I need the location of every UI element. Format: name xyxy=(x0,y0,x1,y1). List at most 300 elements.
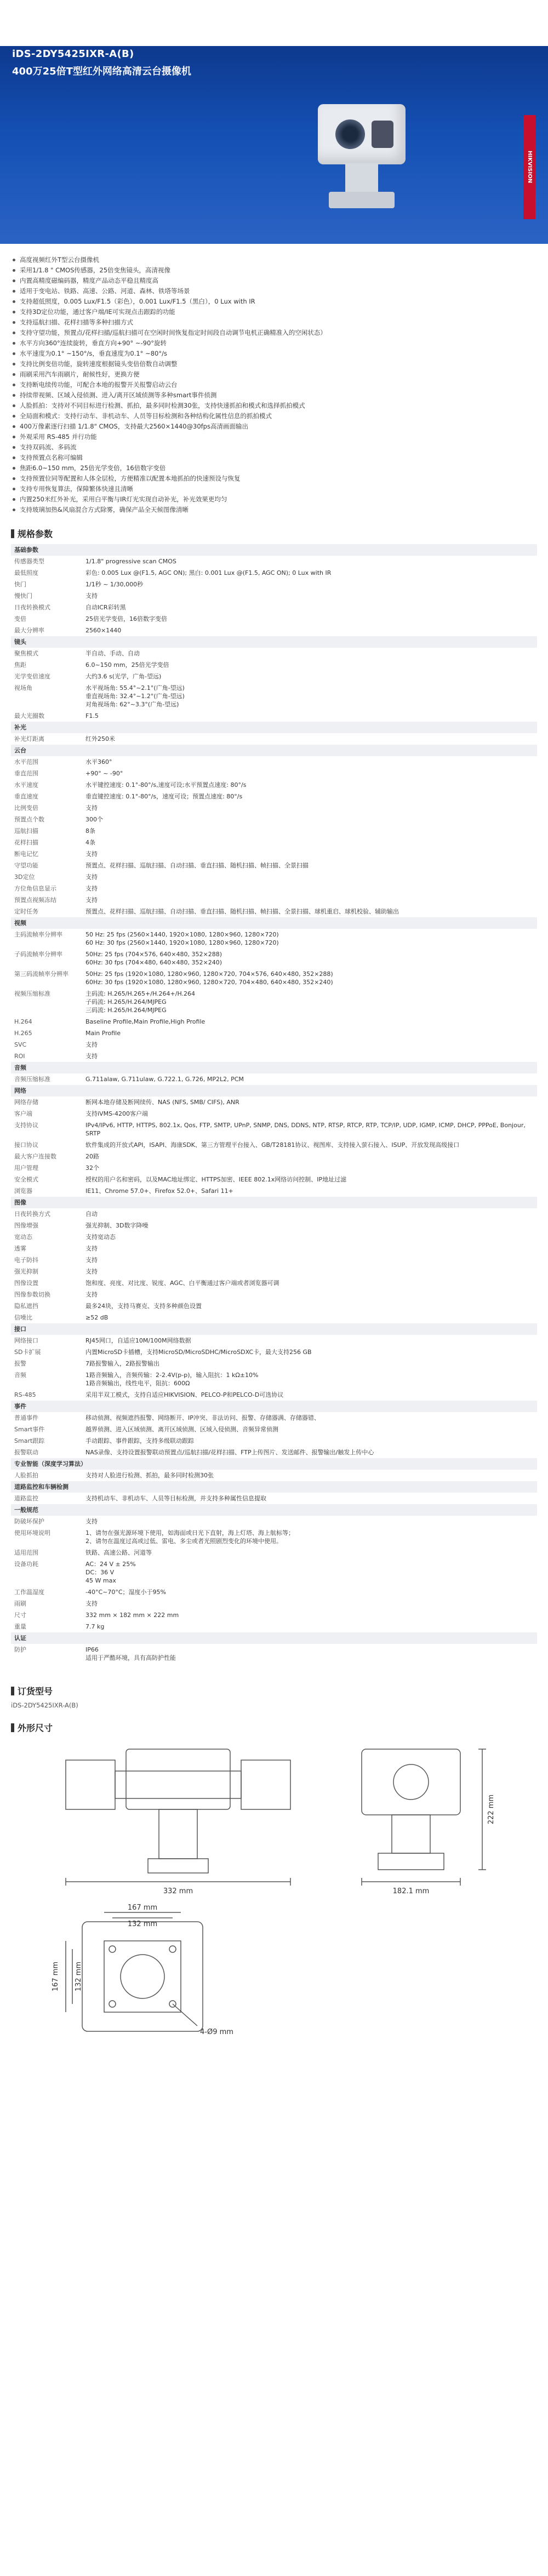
spec-key: 巡航扫描 xyxy=(14,827,38,835)
spec-key: ROI xyxy=(14,1053,25,1060)
spec-row xyxy=(11,1358,537,1369)
spec-value: IP66 适用于严酷环境，具有高防护性能 xyxy=(85,1646,176,1661)
spec-group-label: 图像 xyxy=(11,1197,537,1208)
spec-value: 支持宽动态 xyxy=(85,1233,116,1241)
spec-key: 垂直速度 xyxy=(14,793,38,800)
spec-group-row xyxy=(11,1085,537,1096)
left-132-label: 132 mm xyxy=(75,1961,83,1992)
spec-row xyxy=(11,1208,537,1220)
spec-row xyxy=(11,1266,537,1277)
spec-value: 1/1.8" progressive scan CMOS xyxy=(85,558,176,565)
spec-row xyxy=(11,659,537,671)
spec-value: RJ45网口，自适应10M/100M网络数据 xyxy=(85,1337,191,1344)
spec-row xyxy=(11,1389,537,1401)
spec-row xyxy=(11,1435,537,1447)
spec-row xyxy=(11,710,537,722)
spec-value: 支持 xyxy=(85,1268,98,1275)
feature-item: 外观采用 RS-485 并行功能 xyxy=(11,432,537,442)
feature-item: 水平速度为0.1° ~150°/s，垂直速度为0.1° ~80°/s xyxy=(11,349,537,359)
spec-value: 预置点、花样扫描、巡航扫描、自动扫描、垂直扫描、随机扫描、帧扫描、全景扫描 xyxy=(85,862,309,869)
spec-row xyxy=(11,802,537,814)
feature-item: 内置250米红外补光，采用白平衡与IR灯光实现自动补光，补光效果更均匀 xyxy=(11,494,537,505)
spec-value: 支持 xyxy=(85,885,98,892)
spec-value: Baseline Profile,Main Profile,High Profile xyxy=(85,1018,206,1025)
spec-key: 子码流帧率分辨率 xyxy=(14,951,62,958)
spec-key: 最低照度 xyxy=(14,569,38,576)
feature-item: 内置高精度磁编码器，精度产品动态平稳且精度高 xyxy=(11,276,537,286)
spec-value: 自动 xyxy=(85,1210,98,1218)
spec-group-row xyxy=(11,1197,537,1208)
spec-key: 网络接口 xyxy=(14,1337,38,1344)
spec-row xyxy=(11,1335,537,1346)
spec-row xyxy=(11,602,537,613)
spec-value: G.711alaw, G.711ulaw, G.722.1, G.726, MP2L2, PCM xyxy=(85,1076,244,1083)
spec-row xyxy=(11,1586,537,1598)
spec-key: 花样扫描 xyxy=(14,839,38,846)
spec-value: 50Hz: 25 fps (1920×1080, 1280×960, 1280×720, 704×576, 640×480, 352×288) 60Hz: 30 fps (1920×1080, 1280×960, 1280×720, 704×480, 640×480, 352×240) xyxy=(85,970,333,986)
spec-row xyxy=(11,1220,537,1231)
feature-item: 支持玻璃加热&风扇混合方式除雾，确保产品全天候图像清晰 xyxy=(11,505,537,515)
spec-row xyxy=(11,1050,537,1062)
spec-value: 水平键控速度: 0.1°-80°/s,速度可设;水平预置点速度: 80°/s xyxy=(85,781,247,789)
spec-row xyxy=(11,779,537,791)
spec-group-label: 基础参数 xyxy=(11,544,537,556)
spec-value: 支持 xyxy=(85,850,98,858)
spec-row xyxy=(11,1073,537,1085)
spec-group-row xyxy=(11,1062,537,1073)
spec-row xyxy=(11,1151,537,1162)
product-title: 400万25倍T型红外网络高清云台摄像机 xyxy=(12,66,191,77)
spec-value: IE11、Chrome 57.0+、Firefox 52.0+、Safari 11+ xyxy=(85,1187,233,1195)
spec-row xyxy=(11,1621,537,1632)
spec-row xyxy=(11,1039,537,1050)
spec-key: 水平范围 xyxy=(14,758,38,766)
spec-key: 视频压缩标准 xyxy=(14,990,50,997)
spec-row xyxy=(11,1289,537,1300)
spec-row xyxy=(11,1493,537,1504)
spec-key: 隐私遮挡 xyxy=(14,1303,38,1310)
spec-row xyxy=(11,1277,537,1289)
spec-value: 支持对人脸进行检测、抓拍，最多同时检测30张 xyxy=(85,1472,214,1479)
spec-row xyxy=(11,894,537,906)
feature-item: 高度视频红外T型云台摄像机 xyxy=(11,255,537,265)
spec-value: 20路 xyxy=(85,1153,99,1160)
spec-key: 视场角 xyxy=(14,684,32,692)
spec-group-label: 认证 xyxy=(11,1632,537,1644)
spec-key: 浏览器 xyxy=(14,1187,32,1195)
spec-group-row xyxy=(11,636,537,648)
order-model: iDS-2DY5425IXR-A(B) xyxy=(11,1701,78,1709)
spec-key: H.265 xyxy=(14,1030,32,1037)
spec-key: 用户管理 xyxy=(14,1164,38,1172)
spec-group-label: 镜头 xyxy=(11,636,537,648)
hole-label: 4-Ø9 mm xyxy=(200,2028,233,2036)
left-167-label: 167 mm xyxy=(52,1961,60,1992)
feature-item: 水平方向360°连续旋转，垂直方向+90° ~-90°旋转 xyxy=(11,338,537,349)
feature-item: 全局面和模式：支持行动车、非机动车、人员等目标检测和各种结构化属性信息的抓拍模式 xyxy=(11,411,537,421)
spec-key: 预置点视频冻结 xyxy=(14,896,56,904)
feature-item: 支持预置位同等配置和人体全层检，方便精准以配置本地抓拍的快速预设与恢复 xyxy=(11,473,537,484)
spec-group-label: 云台 xyxy=(11,745,537,756)
dims-heading xyxy=(11,1721,548,1734)
spec-value: 支持 xyxy=(85,873,98,881)
spec-key: 雨刷 xyxy=(14,1600,26,1607)
order-title: 订货型号 xyxy=(18,1686,53,1697)
feature-item: 支持专用恢复算法，保障繁体快速且清晰 xyxy=(11,484,537,494)
spec-group-label: 补光 xyxy=(11,722,537,733)
spec-value: 7.7 kg xyxy=(85,1623,105,1630)
spec-key: 守望功能 xyxy=(14,862,38,869)
spec-key: 强光抑制 xyxy=(14,1268,38,1275)
spec-key: 客户端 xyxy=(14,1110,32,1117)
spec-value: 支持 xyxy=(85,1041,98,1048)
feature-item: 焦距6.0~150 mm，25倍光学变倍，16倍数字变倍 xyxy=(11,463,537,473)
spec-value: 支持机动车、非机动车、人员等目标检测，并支持多种属性信息提取 xyxy=(85,1495,266,1502)
spec-value: 软件集成的开放式API，ISAPI、海康SDK、第三方管理平台接入、GB/T28181协议、视图库、支持接入萤石接入、ISUP、开放发现高级接口 xyxy=(85,1141,460,1149)
spec-group-row xyxy=(11,722,537,733)
spec-value: 断网本地存储及断网续传、NAS (NFS, SMB/ CIFS), ANR xyxy=(85,1099,239,1106)
spec-value: 内置MicroSD卡插槽，支持MicroSD/MicroSDHC/MicroSDXC卡，最大支持256 GB xyxy=(85,1349,312,1356)
spec-key: 图像设置 xyxy=(14,1280,38,1287)
spec-group-label: 道路监控和车辆检测 xyxy=(11,1481,537,1493)
spec-row xyxy=(11,1108,537,1119)
spec-key: 方位角信息显示 xyxy=(14,885,56,892)
lens-icon xyxy=(335,119,365,149)
spec-row xyxy=(11,1547,537,1558)
spec-value: 1/1秒 ~ 1/30,000秒 xyxy=(85,581,144,588)
hero-banner xyxy=(0,0,548,244)
feature-item: 支持3D定位功能，通过客户端/IE可实现点击跟踪的功能 xyxy=(11,307,537,317)
spec-key: Smart事件 xyxy=(14,1426,45,1433)
dimension-drawings xyxy=(0,1738,548,2037)
spec-value: 自动ICR彩转黑 xyxy=(85,604,126,611)
spec-row xyxy=(11,825,537,837)
spec-row xyxy=(11,837,537,848)
spec-key: 比例变倍 xyxy=(14,804,38,812)
spec-value: 支持 xyxy=(85,1600,98,1607)
spec-key: 聚焦模式 xyxy=(14,650,38,657)
spec-value: 6.0~150 mm，25倍光学变倍 xyxy=(85,661,169,669)
spec-key: 道路监控 xyxy=(14,1495,38,1502)
section-marker-icon xyxy=(11,1687,14,1695)
spec-key: 传感器类型 xyxy=(14,558,44,565)
spec-key: H.264 xyxy=(14,1018,32,1025)
spec-key: 重量 xyxy=(14,1623,26,1630)
spec-row xyxy=(11,556,537,567)
spec-key: 最大分辨率 xyxy=(14,627,44,634)
side-height-label: 222 mm xyxy=(487,1794,495,1825)
spec-key: 尺寸 xyxy=(14,1612,26,1619)
spec-key: 断电记忆 xyxy=(14,850,38,858)
spec-value: 越界侦测、进入区域侦测、离开区域侦测、区域入侵侦测、音频异常侦测 xyxy=(85,1426,278,1433)
spec-value: 饱和度、亮度、对比度、锐度、AGC、白平衡通过客户端或者浏览器可调 xyxy=(85,1280,279,1287)
spec-key: RS-485 xyxy=(14,1391,36,1398)
spec-key: 光学变倍速度 xyxy=(14,673,50,680)
front-width-label: 332 mm xyxy=(163,1887,193,1895)
spec-row xyxy=(11,625,537,636)
spec-value: 最多24块，支持马赛克、支持多种颜色设置 xyxy=(85,1303,202,1310)
spec-row xyxy=(11,682,537,710)
spec-key: 电子防抖 xyxy=(14,1256,38,1264)
spec-row xyxy=(11,988,537,1016)
banner-top-strip xyxy=(0,0,548,46)
spec-row xyxy=(11,733,537,745)
spec-value: 水平视场角: 55.4°~2.1°(广角-望远) 垂直视场角: 32.4°~1.2°(广角-望远) 对角视场角: 62°~3.3°(广角-望远) xyxy=(85,684,185,708)
feature-item: 支持预置点名称可编辑 xyxy=(11,453,537,463)
spec-row xyxy=(11,1312,537,1323)
spec-row xyxy=(11,579,537,590)
feature-item: 采用1/1.8 " CMOS传感器，25倍变焦镜头，高清视像 xyxy=(11,265,537,276)
spec-row xyxy=(11,1346,537,1358)
spec-value: 水平360° xyxy=(85,758,112,766)
spec-row xyxy=(11,1369,537,1389)
spec-group-row xyxy=(11,1481,537,1493)
spec-value: +90° ~ -90° xyxy=(85,770,123,777)
spec-key: 报警 xyxy=(14,1360,26,1367)
spec-value: 手动跟踪、事件跟踪，支持多级联动跟踪 xyxy=(85,1437,194,1444)
spec-row xyxy=(11,1598,537,1609)
dimension-svg xyxy=(0,1738,548,2037)
spec-row xyxy=(11,860,537,871)
spec-row xyxy=(11,1185,537,1197)
spec-group-label: 事件 xyxy=(11,1401,537,1412)
spec-row xyxy=(11,1412,537,1424)
feature-item: 适用于变电站、铁路、高速、公路、河道、森林、铁塔等场景 xyxy=(11,286,537,296)
spec-value: 主码流: H.265/H.265+/H.264+/H.264 子码流: H.265/H.264/MJPEG 三码流: H.265/H.264/MJPEG xyxy=(85,990,196,1014)
ir-light-icon xyxy=(372,121,393,148)
spec-value: 采用半双工模式，支持自适应HIKVISION、PELCO-P和PELCO-D可选协议 xyxy=(85,1391,284,1398)
spec-key: 图像增强 xyxy=(14,1222,38,1229)
spec-row xyxy=(11,1558,537,1586)
spec-row xyxy=(11,768,537,779)
spec-key: 最大光圈数 xyxy=(14,712,44,719)
spec-value: 32个 xyxy=(85,1164,99,1172)
spec-row xyxy=(11,1516,537,1527)
spec-value: 支持 xyxy=(85,1291,98,1298)
spec-key: Smart跟踪 xyxy=(14,1437,45,1444)
spec-group-label: 接口 xyxy=(11,1323,537,1335)
spec-row xyxy=(11,1254,537,1266)
spec-group-label: 网络 xyxy=(11,1085,537,1096)
spec-value: 4条 xyxy=(85,839,95,846)
spec-title: 规格参数 xyxy=(18,529,53,539)
spec-value: F1.5 xyxy=(85,712,99,719)
spec-value: IPv4/IPv6, HTTP, HTTPS, 802.1x, Qos, FTP, SMTP, UPnP, SNMP, DNS, DDNS, NTP, RTSP, RTCP, RTP, TCP/IP, UDP, IGMP, ICMP, DHCP, PPPoE, Bonjour, SRTP xyxy=(85,1122,526,1137)
spec-key: 补光灯距离 xyxy=(14,735,44,742)
spec-key: 音频 xyxy=(14,1372,26,1379)
spec-value: 300个 xyxy=(85,816,103,823)
spec-value: 支持 xyxy=(85,1518,98,1525)
feature-item: 支持双码流、多码流 xyxy=(11,442,537,453)
spec-row xyxy=(11,567,537,579)
spec-key: 音频压缩标准 xyxy=(14,1076,50,1083)
spec-heading xyxy=(11,527,548,540)
spec-value: AC：24 V ± 25% DC：36 V 45 W max xyxy=(85,1561,136,1584)
spec-row xyxy=(11,929,537,949)
spec-key: 宽动态 xyxy=(14,1233,32,1241)
feature-item: 持续带视频、区域入侵侦测、进入/离开区域侦测等多种smart事件侦测 xyxy=(11,390,537,401)
spec-value: 8条 xyxy=(85,827,95,835)
top-132-label: 132 mm xyxy=(127,1920,158,1928)
feature-item: 支持断电续传功能，可配合本地的报警开关报警启动云台 xyxy=(11,380,537,390)
spec-group-label: 专业智能（深度学习算法） xyxy=(11,1458,537,1470)
bottom-view xyxy=(66,1912,203,2031)
spec-row xyxy=(11,1470,537,1481)
spec-row xyxy=(11,1162,537,1174)
spec-key: 报警联动 xyxy=(14,1449,38,1456)
spec-value: 预置点、花样扫描、巡航扫描、自动扫描、垂直扫描、随机扫描、帧扫描、全景扫描、球机重启、球机校验、辅助输出 xyxy=(85,908,399,915)
spec-key: 接口协议 xyxy=(14,1141,38,1149)
spec-row xyxy=(11,1096,537,1108)
side-depth-label: 182.1 mm xyxy=(392,1887,430,1895)
spec-value: 2560×1440 xyxy=(85,627,122,634)
spec-row xyxy=(11,1231,537,1243)
spec-key: 定时任务 xyxy=(14,908,38,915)
spec-value: 25倍光学变倍，16倍数字变倍 xyxy=(85,615,167,622)
top-167-label: 167 mm xyxy=(127,1904,158,1912)
spec-value: 红外250米 xyxy=(85,735,115,742)
spec-value: 1路音频输入，音频传输：2-2.4V(p-p)，输入阻抗：1 kΩ±10% 1路音频输出，线性电平，阻抗：600Ω xyxy=(85,1372,259,1387)
spec-group-row xyxy=(11,917,537,929)
spec-row xyxy=(11,648,537,659)
spec-key: 适用范围 xyxy=(14,1549,38,1556)
spec-row xyxy=(11,671,537,682)
spec-group-row xyxy=(11,1632,537,1644)
spec-row xyxy=(11,968,537,988)
feature-list xyxy=(0,244,548,521)
spec-key: 安全模式 xyxy=(14,1176,38,1183)
spec-value: 支持 xyxy=(85,1256,98,1264)
spec-value: 支持 xyxy=(85,1053,98,1060)
spec-value: 授权的用户名和密码，以及MAC地址绑定、HTTPS加密、IEEE 802.1x网络访问控制、IP地址过滤 xyxy=(85,1176,347,1183)
spec-value: 332 mm × 182 mm × 222 mm xyxy=(85,1612,179,1619)
spec-group-row xyxy=(11,1401,537,1412)
spec-key: 透雾 xyxy=(14,1245,26,1252)
spec-key: 日夜转换模式 xyxy=(14,604,50,611)
spec-key: 预置点个数 xyxy=(14,816,44,823)
feature-item: 人脸抓拍：支持对不同目标进行检测、抓拍，最多同时检测30张，支持快速抓拍和模式和选择抓拍模式 xyxy=(11,401,537,411)
spec-value: 支持 xyxy=(85,1245,98,1252)
spec-key: 水平速度 xyxy=(14,781,38,789)
spec-row xyxy=(11,1139,537,1151)
spec-key: 3D定位 xyxy=(14,873,35,881)
spec-row xyxy=(11,613,537,625)
spec-value: 彩色: 0.005 Lux @(F1.5, AGC ON); 黑白: 0.001 Lux @(F1.5, AGC ON); 0 Lux with IR xyxy=(85,569,332,576)
spec-row xyxy=(11,756,537,768)
dims-title: 外形尺寸 xyxy=(18,1723,53,1733)
spec-group-row xyxy=(11,1458,537,1470)
section-marker-icon xyxy=(11,1723,14,1732)
spec-value: -40°C~70°C；湿度小于95% xyxy=(85,1589,166,1596)
spec-key: 图像参数切换 xyxy=(14,1291,50,1298)
spec-row xyxy=(11,1447,537,1458)
spec-value: 铁路、高速公路、河道等 xyxy=(85,1549,152,1556)
spec-key: SD卡扩展 xyxy=(14,1349,41,1356)
spec-key: 焦距 xyxy=(14,661,26,669)
section-marker-icon xyxy=(11,529,14,538)
spec-table xyxy=(11,544,537,1664)
spec-row xyxy=(11,848,537,860)
spec-value: 50Hz: 25 fps (704×576, 640×480, 352×288) 60Hz: 30 fps (704×480, 640×480, 352×240) xyxy=(85,951,222,966)
spec-group-label: 视频 xyxy=(11,917,537,929)
spec-key: 快门 xyxy=(14,581,26,588)
spec-row xyxy=(11,1174,537,1185)
spec-value: 支持 xyxy=(85,592,98,599)
brand-logo: HIKVISION xyxy=(523,115,535,219)
spec-value: 支持iVMS-4200客户端 xyxy=(85,1110,149,1117)
spec-row xyxy=(11,949,537,968)
spec-key: 防破坏保护 xyxy=(14,1518,44,1525)
spec-value: 移动侦测、视频遮挡报警、网络断开、IP冲突、非法访问、报警、存储器满、存储器错、 xyxy=(85,1414,320,1421)
spec-value: NAS录像、支持设置报警联动预置点/巡航扫描/花样扫描、FTP上传图片、发送邮件、报警输出/触发上传中心 xyxy=(85,1449,374,1456)
spec-value: 50 Hz: 25 fps (2560×1440, 1920×1080, 1280×960, 1280×720) 60 Hz: 30 fps (2560×1440, 1920×1080, 1280×960, 1280×720) xyxy=(85,931,279,946)
spec-value: 半自动、手动、自动 xyxy=(85,650,140,657)
spec-row xyxy=(11,1644,537,1664)
spec-key: 最大客户连接数 xyxy=(14,1153,56,1160)
spec-row xyxy=(11,1527,537,1547)
front-view xyxy=(66,1749,290,1886)
spec-key: 设备功耗 xyxy=(14,1561,38,1568)
spec-row xyxy=(11,1016,537,1027)
spec-value: ≥52 dB xyxy=(85,1314,109,1321)
spec-row xyxy=(11,814,537,825)
spec-row xyxy=(11,871,537,883)
spec-group-label: 一般规范 xyxy=(11,1504,537,1516)
order-heading xyxy=(11,1684,548,1697)
feature-item: 支持比例变倍功能，旋转速度根据镜头变倍倍数自动调整 xyxy=(11,359,537,369)
spec-key: 支持协议 xyxy=(14,1122,38,1129)
feature-item: 400万像素逐行扫描 1/1.8" CMOS，支持最大2560×1440@30fps高清画面输出 xyxy=(11,421,537,432)
feature-item: 支持超低照度，0.005 Lux/F1.5（彩色），0.001 Lux/F1.5（黑白），0 Lux with IR xyxy=(11,296,537,307)
feature-item: 支持巡航扫描、花样扫描等多种扫描方式 xyxy=(11,317,537,328)
spec-key: 日夜转换方式 xyxy=(14,1210,50,1218)
spec-row xyxy=(11,1027,537,1039)
spec-key: 垂直范围 xyxy=(14,770,38,777)
spec-row xyxy=(11,1300,537,1312)
spec-key: 主码流帧率分辨率 xyxy=(14,931,62,938)
spec-key: 防护 xyxy=(14,1646,26,1653)
spec-key: 慢快门 xyxy=(14,592,32,599)
spec-key: 人脸抓拍 xyxy=(14,1472,38,1479)
spec-key: SVC xyxy=(14,1041,27,1048)
spec-row xyxy=(11,906,537,917)
spec-value: 大约3.6 s(光学，广角-望远) xyxy=(85,673,162,680)
feature-item: 支持守望功能，预置点/花样扫描/巡航扫描可在空闲时间恢复指定时间段自动调节电机正确精准入的空闲状态） xyxy=(11,328,537,338)
spec-row xyxy=(11,1609,537,1621)
spec-value: 支持 xyxy=(85,896,98,904)
spec-value: 7路报警输入，2路报警输出 xyxy=(85,1360,159,1367)
spec-key: 使用环境说明 xyxy=(14,1529,50,1537)
spec-row xyxy=(11,791,537,802)
spec-row xyxy=(11,590,537,602)
spec-row xyxy=(11,1119,537,1139)
spec-value: 强光抑制、3D数字降噪 xyxy=(85,1222,149,1229)
side-view xyxy=(362,1749,486,1886)
spec-group-row xyxy=(11,544,537,556)
spec-key: 工作温湿度 xyxy=(14,1589,44,1596)
spec-group-row xyxy=(11,745,537,756)
spec-value: Main Profile xyxy=(85,1030,121,1037)
spec-key: 变倍 xyxy=(14,615,26,622)
spec-group-row xyxy=(11,1504,537,1516)
spec-key: 信噪比 xyxy=(14,1314,32,1321)
spec-value: 支持 xyxy=(85,804,98,812)
spec-row xyxy=(11,883,537,894)
spec-key: 普通事件 xyxy=(14,1414,38,1421)
feature-item: 雨刷采用汽车雨刷片，耐候性好，更换方便 xyxy=(11,369,537,380)
spec-value: 1、请勿在强光源环境下使用，如海面或日光下直射，海上灯塔、海上航标等； 2、请勿在温度过高或过低、雷电、多尘或者光照剧烈变化的环境中使用。 xyxy=(85,1529,294,1545)
spec-group-label: 音频 xyxy=(11,1062,537,1073)
